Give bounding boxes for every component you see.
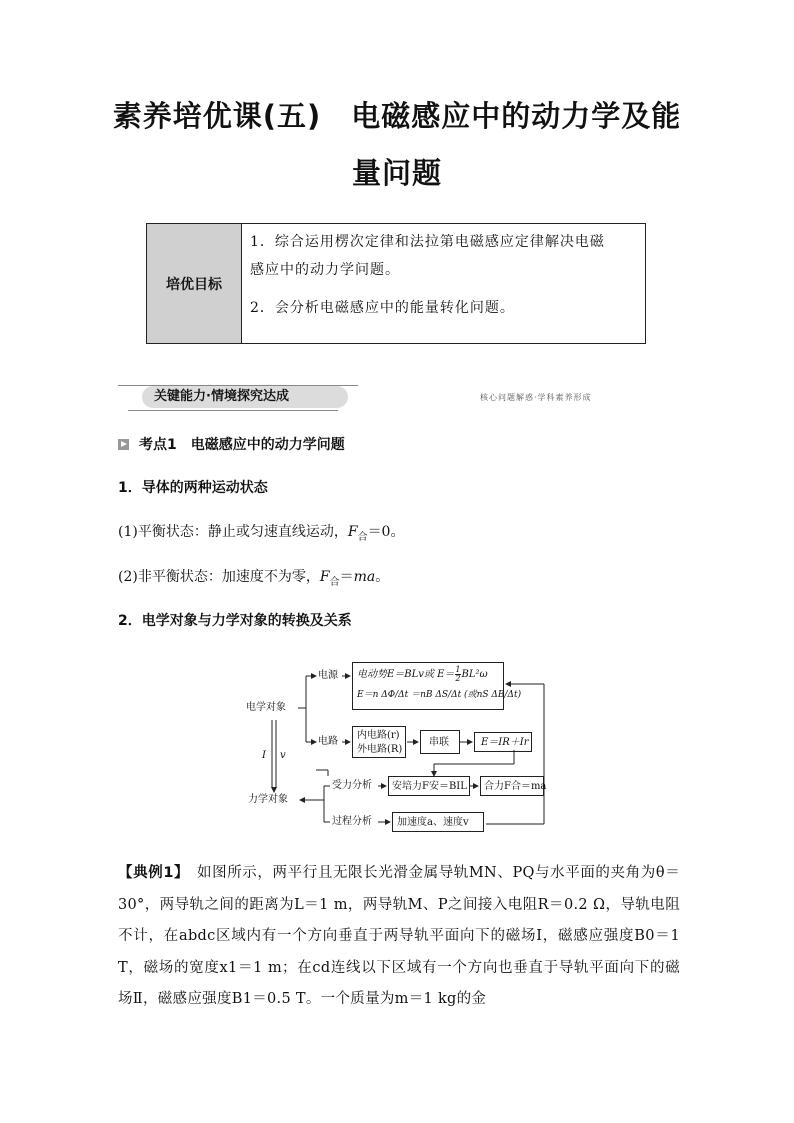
heli: 合力F合＝ma xyxy=(484,781,547,792)
dianxue-label: 电学对象 xyxy=(246,702,286,713)
I-label: I xyxy=(262,750,266,761)
relation-diagram xyxy=(244,660,550,832)
section2-heading: 2．电学对象与力学对象的转换及关系 xyxy=(118,613,352,629)
kaodian-label: 考点1 电磁感应中的动力学问题 xyxy=(139,437,345,453)
emf-box xyxy=(352,662,522,710)
example-text: 如图所示，两平行且无限长光滑金属导轨MN、PQ与水平面的夹角为θ＝30°，两导轨之间的距离为L＝1 m，两导轨M、P之间接入电阻R＝0.2 Ω，导轨电阻不计，在abdc区域内有一个方向垂直于两导轨平面向下的磁场Ⅰ，磁感应强度B0＝1 T，磁场的宽度x1＝1 m；在cd连线以下区域有一个方向也垂直于导轨平面向下的磁场Ⅱ，磁感应强度B1＝0.5 T。一个质量为m＝1 kg的金 xyxy=(118,865,680,1007)
goal-item-2: 2．会分析电磁感应中的能量转化问题。 xyxy=(250,300,515,316)
e-eq: E＝IR＋Ir xyxy=(481,737,529,748)
dianyuan-label: 电源 xyxy=(318,670,338,681)
banner-bottom-rule xyxy=(128,410,338,411)
section1-p2 xyxy=(118,566,389,590)
circuit-box xyxy=(352,726,406,758)
play-icon xyxy=(118,439,129,450)
page-title-line2: 量问题 xyxy=(351,156,442,190)
emf-line1-text: 电动势E＝BLv或 E＝ xyxy=(357,669,455,680)
p1-text: (1)平衡状态：静止或匀速直线运动， xyxy=(118,524,348,540)
emf-line2: E＝n ΔΦ/Δt ＝nB ΔS/Δt (或nS ΔB/Δt) xyxy=(357,690,522,700)
lixue-label: 力学对象 xyxy=(248,794,288,805)
p2-text: (2)非平衡状态：加速度不为零， xyxy=(118,569,320,585)
section1-heading: 1．导体的两种运动状态 xyxy=(118,480,268,496)
p2-post: 。 xyxy=(375,569,390,585)
guocheng-label: 过程分析 xyxy=(332,816,372,827)
goal-item-1-line1: 1．综合运用楞次定律和法拉第电磁感应定律解决电磁 xyxy=(250,234,605,250)
neidianlu: 内电路(r) xyxy=(357,730,400,741)
jiasudu: 加速度a、速度v xyxy=(397,817,469,828)
example-paragraph xyxy=(118,858,680,1016)
emf-frac-den: 2 xyxy=(455,674,461,683)
banner-subtitle: 核心问题解惑·学科素养形成 xyxy=(480,393,592,402)
p1-F: F xyxy=(347,524,358,540)
v-label: v xyxy=(280,750,286,761)
banner-label: 关键能力·情境探究达成 xyxy=(154,389,289,404)
goal-item-1 xyxy=(250,228,637,284)
emf-line1-tail: BL²ω xyxy=(461,669,488,680)
kaodian-heading xyxy=(118,434,345,454)
anpeili-box xyxy=(388,776,470,796)
waidianlu: 外电路(R) xyxy=(357,744,403,755)
anpeili: 安培力F安＝BIL xyxy=(392,781,467,792)
p1-post: ＝0。 xyxy=(367,524,405,540)
dianlu-label: 电路 xyxy=(318,736,338,747)
shouli-label: 受力分析 xyxy=(332,780,372,791)
example-tag: 【典例1】 xyxy=(118,865,182,881)
p1-sub: 合 xyxy=(357,532,368,543)
page-title-line1: 素养培优课(五) 电磁感应中的动力学及能 xyxy=(112,99,682,133)
goals-label: 培优目标 xyxy=(147,224,242,343)
p2-eq: ＝ xyxy=(339,569,354,585)
p2-ma: ma xyxy=(353,569,376,585)
jiasudu-box xyxy=(392,812,484,832)
emf-line1 xyxy=(357,666,488,683)
chuanlian: 串联 xyxy=(429,737,449,748)
goals-items xyxy=(242,224,645,343)
goal-item-1-line2: 感应中的动力学问题。 xyxy=(250,262,400,278)
p2-sub: 合 xyxy=(329,577,340,588)
p2-F: F xyxy=(319,569,330,585)
chuanlian-box xyxy=(420,730,460,754)
e-eq-box xyxy=(474,732,532,752)
section1-p1 xyxy=(118,521,404,545)
section-banner xyxy=(118,380,676,414)
heli-box xyxy=(480,776,547,796)
emf-frac-num: 1 xyxy=(455,665,461,674)
goals-table xyxy=(146,223,646,344)
